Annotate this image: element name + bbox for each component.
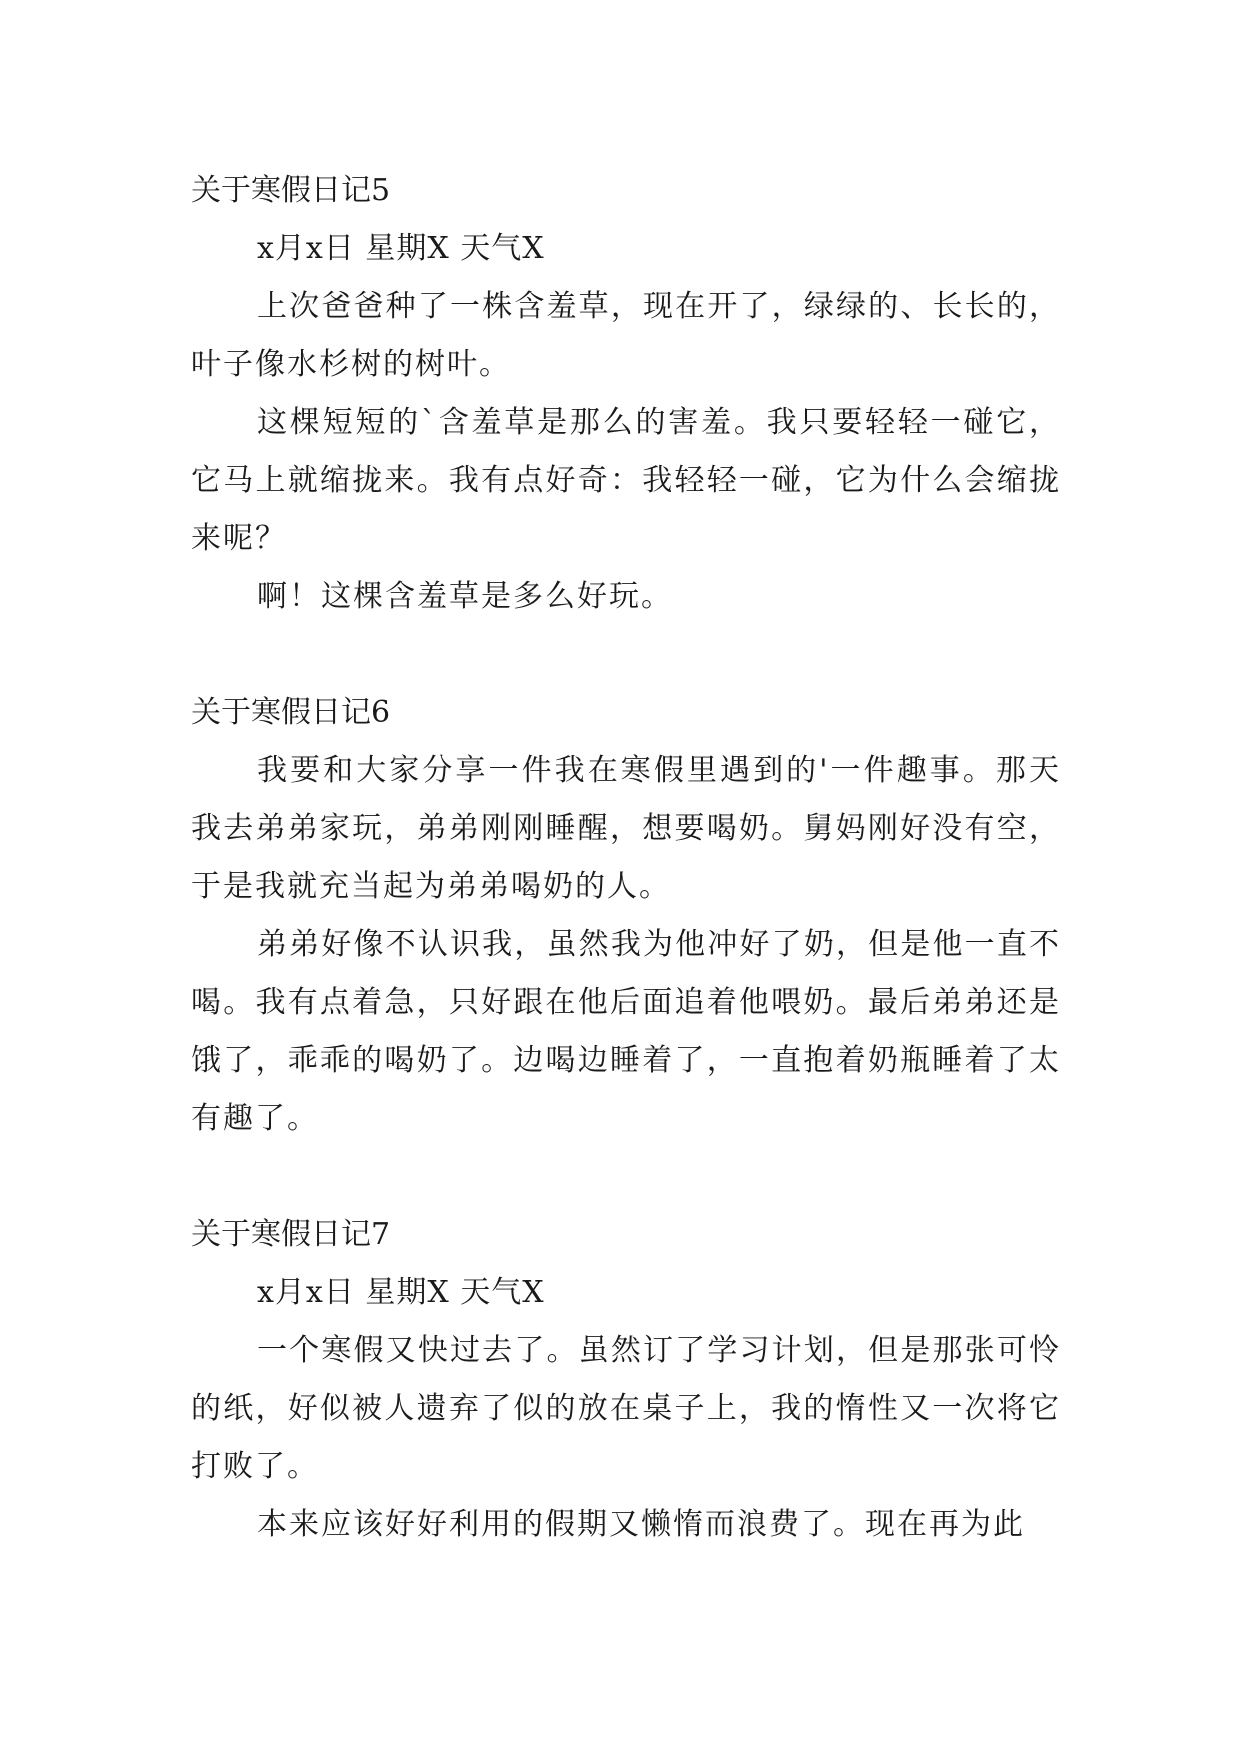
entry-paragraph: 上次爸爸种了一株含羞草，现在开了，绿绿的、长长的，叶子像水杉树的树叶。 <box>191 289 1061 382</box>
entry-paragraph: 本来应该好好利用的假期又懒惰而浪费了。现在再为此 <box>257 1507 1025 1542</box>
entry-dateline: x月x日 星期X 天气X <box>257 1275 545 1310</box>
entry-title: 关于寒假日记5 <box>191 173 391 208</box>
entry-paragraph: 弟弟好像不认识我，虽然我为他冲好了奶，但是他一直不喝。我有点着急，只好跟在他后面追着他喂奶。最后弟弟还是饿了，乖乖的喝奶了。边喝边睡着了，一直抱着奶瓶睡着了太有趣了。 <box>191 927 1061 1136</box>
diary-entry-5 <box>191 162 1061 626</box>
diary-entry-7 <box>191 1206 1061 1554</box>
entry-dateline: x月x日 星期X 天气X <box>257 231 545 266</box>
entry-paragraph: 我要和大家分享一件我在寒假里遇到的'一件趣事。那天我去弟弟家玩，弟弟刚刚睡醒，想要喝奶。舅妈刚好没有空，于是我就充当起为弟弟喝奶的人。 <box>191 753 1061 904</box>
diary-entry-6 <box>191 684 1061 1148</box>
entry-title: 关于寒假日记7 <box>191 1217 391 1252</box>
document-page <box>191 162 1061 1612</box>
entry-paragraph: 啊！这棵含羞草是多么好玩。 <box>257 579 673 614</box>
entry-paragraph: 一个寒假又快过去了。虽然订了学习计划，但是那张可怜的纸，好似被人遗弃了似的放在桌子上，我的惰性又一次将它打败了。 <box>191 1333 1061 1484</box>
entry-title: 关于寒假日记6 <box>191 695 391 730</box>
entry-paragraph: 这棵短短的`含羞草是那么的害羞。我只要轻轻一碰它，它马上就缩拢来。我有点好奇：我轻轻一碰，它为什么会缩拢来呢？ <box>191 405 1061 556</box>
